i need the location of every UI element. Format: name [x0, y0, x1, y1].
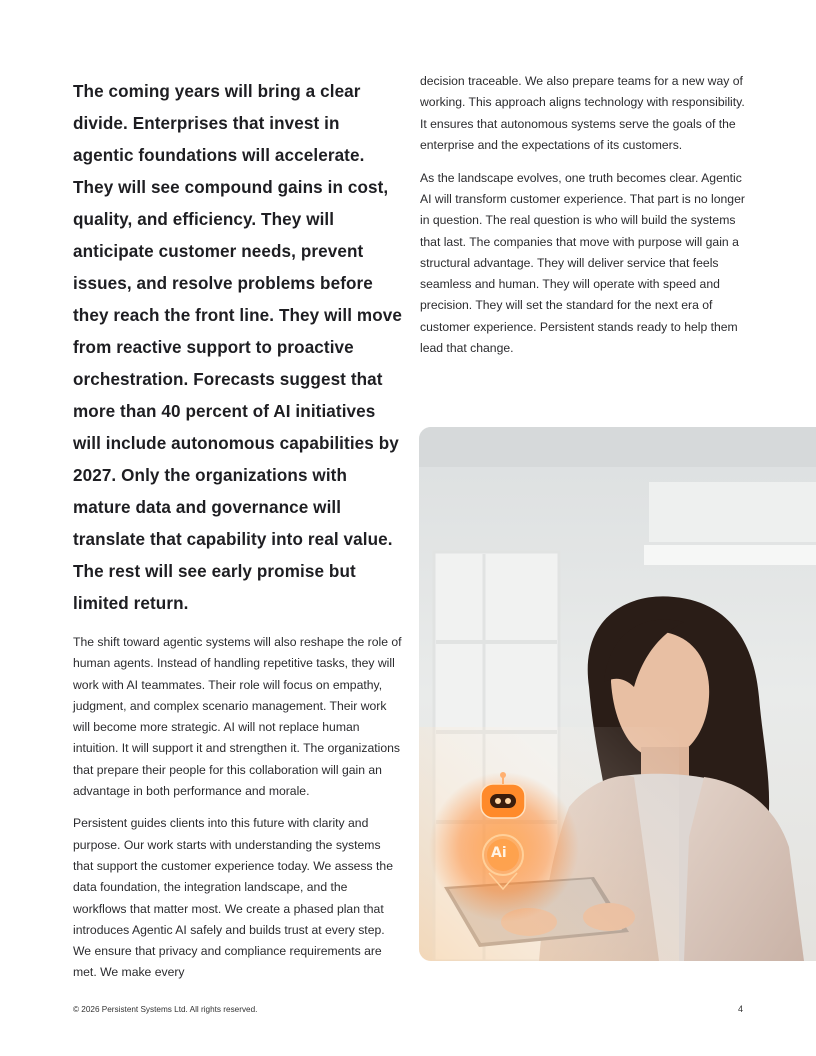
lead-paragraph: The coming years will bring a clear divide. Enterprises that invest in agentic foundations will accelerate. They will see compound gains in cost, quality, and efficiency. They will anticipate customer needs, prevent issues, and resolve problems before they reach the front line. They will move from reactive support to proactive orchestration. Forecasts suggest that more than 40 percent of AI initiatives will include autonomous capabilities by 2027. Only the organizations with mature data and governance will translate that capability into real value. The rest will see early promise but limited return.: [73, 82, 402, 613]
body-paragraph: The shift toward agentic systems will also reshape the role of human agents. Instead of handling repetitive tasks, they will work with AI teammates. Their role will focus on empathy, judgment, and complex scenario management. Their work will become more strategic. AI will not replace human intuition. It will support it and strengthen it. The organizations that prepare their people for this collaboration will gain an advantage in both performance and morale.: [73, 635, 402, 799]
body-paragraph: decision traceable. We also prepare teams for a new way of working. This approach aligns technology with responsibility. It ensures that autonomous systems serve the goals of the enterprise and the expectations of its customers.: [420, 74, 745, 152]
right-column: [420, 71, 750, 371]
footer-copyright: © 2026 Persistent Systems Ltd. All rights reserved.: [73, 1005, 258, 1014]
page-number: 4: [738, 1004, 744, 1014]
ai-badge-text: Ai: [491, 845, 507, 861]
body-paragraph: Persistent guides clients into this future with clarity and purpose. Our work starts with understanding the systems that support the customer experience today. We assess the data foundation, the integration landscape, and the workflows that matter most. We create a phased plan that introduces Agentic AI safely and builds trust at every step. We ensure that privacy and compliance requirements are met. We make every: [73, 816, 393, 980]
body-paragraph: As the landscape evolves, one truth becomes clear. Agentic AI will transform customer experience. That part is no longer in question. The real question is who will build the systems that last. The companies that move with purpose will gain a structural advantage. They will deliver service that feels seamless and human. They will operate with speed and precision. They will set the standard for the next era of customer experience. Persistent stands ready to help them lead that change.: [420, 170, 745, 356]
left-column: [73, 76, 403, 995]
woman-with-tablet-photo: [419, 427, 816, 961]
